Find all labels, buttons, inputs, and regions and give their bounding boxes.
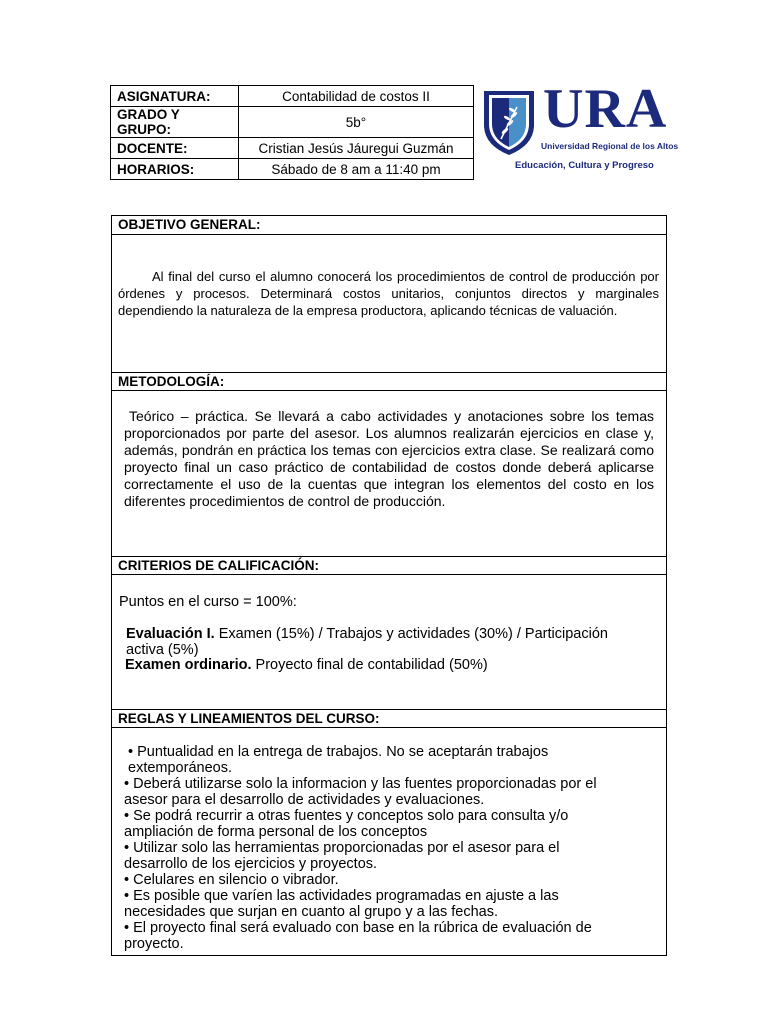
examen-text: Proyecto final de contabilidad (50%) xyxy=(255,657,488,673)
subject-value: Contabilidad de costos II xyxy=(239,86,474,107)
objetivo-text: Al final del curso el alumno conocerá los procedimientos de control de producción por órdenes y procesos. Determinará costos unitarios, conjuntos directos y marginales dependiendo la naturaleza de la empresa productora, aplicando técnicas de valuación. xyxy=(118,269,659,318)
criterios-evaluacion xyxy=(126,626,636,658)
section-title-criterios: CRITERIOS DE CALIFICACIÓN: xyxy=(112,556,666,575)
list-item: • Utilizar solo las herramientas proporcionadas por el asesor para el desarrollo de los ejercicios y proyectos. xyxy=(124,840,560,872)
subject-label: ASIGNATURA: xyxy=(111,86,239,107)
objetivo-paragraph xyxy=(118,268,660,319)
list-item: • Celulares en silencio o vibrador. xyxy=(124,872,339,888)
evaluacion-label: Evaluación I. xyxy=(126,626,215,642)
course-info-row xyxy=(111,86,474,107)
list-item: • Deberá utilizarse solo la informacion y las fuentes proporcionadas por el asesor para el desarrollo de actividades y evaluaciones. xyxy=(124,776,597,808)
course-info-table xyxy=(110,85,474,180)
group-value: 5b° xyxy=(239,107,474,138)
course-info-row xyxy=(111,138,474,159)
section-title-objetivo: OBJETIVO GENERAL: xyxy=(112,216,666,235)
course-info-row xyxy=(111,107,474,138)
shield-icon xyxy=(481,87,537,157)
examen-label: Examen ordinario. xyxy=(125,657,252,673)
course-info-row xyxy=(111,159,474,180)
evaluacion-text: Examen (15%) / Trabajos y actividades (30%) / Participación activa (5%) xyxy=(126,626,608,658)
metodologia-paragraph xyxy=(124,408,654,510)
schedule-label: HORARIOS: xyxy=(111,159,239,180)
list-item: • El proyecto final será evaluado con base en la rúbrica de evaluación de proyecto. xyxy=(124,920,592,952)
syllabus-box xyxy=(111,215,667,956)
section-title-reglas: REGLAS Y LINEAMIENTOS DEL CURSO: xyxy=(112,709,666,728)
teacher-value: Cristian Jesús Jáuregui Guzmán xyxy=(239,138,474,159)
section-title-metodologia: METODOLOGÍA: xyxy=(112,372,666,391)
criterios-examen xyxy=(125,657,660,673)
metodologia-text: Teórico – práctica. Se llevará a cabo actividades y anotaciones sobre los temas proporcionados por parte del asesor. Los alumnos realizarán ejercicios en clase y, además, pondrán en práctica los temas con ejercicios extra clase. Se realizará como proyecto final un caso práctico de contabilidad de costos donde deberá aplicarse correctamente el uso de la cuentas que integran los elementos del costo en los diferentes procedimientos de control de producción. xyxy=(124,408,654,509)
list-item: • Puntualidad en la entrega de trabajos. No se aceptarán trabajos extemporáneos. xyxy=(128,744,549,776)
criterios-intro: Puntos en el curso = 100%: xyxy=(119,594,297,610)
list-item: • Es posible que varíen las actividades programadas en ajuste a las necesidades que surjan en cuanto al grupo y a las fechas. xyxy=(124,888,559,920)
logo-university-name: Universidad Regional de los Altos xyxy=(541,141,679,151)
university-logo xyxy=(481,78,679,177)
schedule-value: Sábado de 8 am a 11:40 pm xyxy=(239,159,474,180)
logo-motto: Educación, Cultura y Progreso xyxy=(515,160,654,171)
teacher-label: DOCENTE: xyxy=(111,138,239,159)
logo-brand-text: URA xyxy=(543,78,668,140)
group-label: GRADO Y GRUPO: xyxy=(111,107,239,138)
rules-list xyxy=(124,744,626,952)
list-item: • Se podrá recurrir a otras fuentes y conceptos solo para consulta y/o ampliación de forma personal de los conceptos xyxy=(124,808,569,840)
